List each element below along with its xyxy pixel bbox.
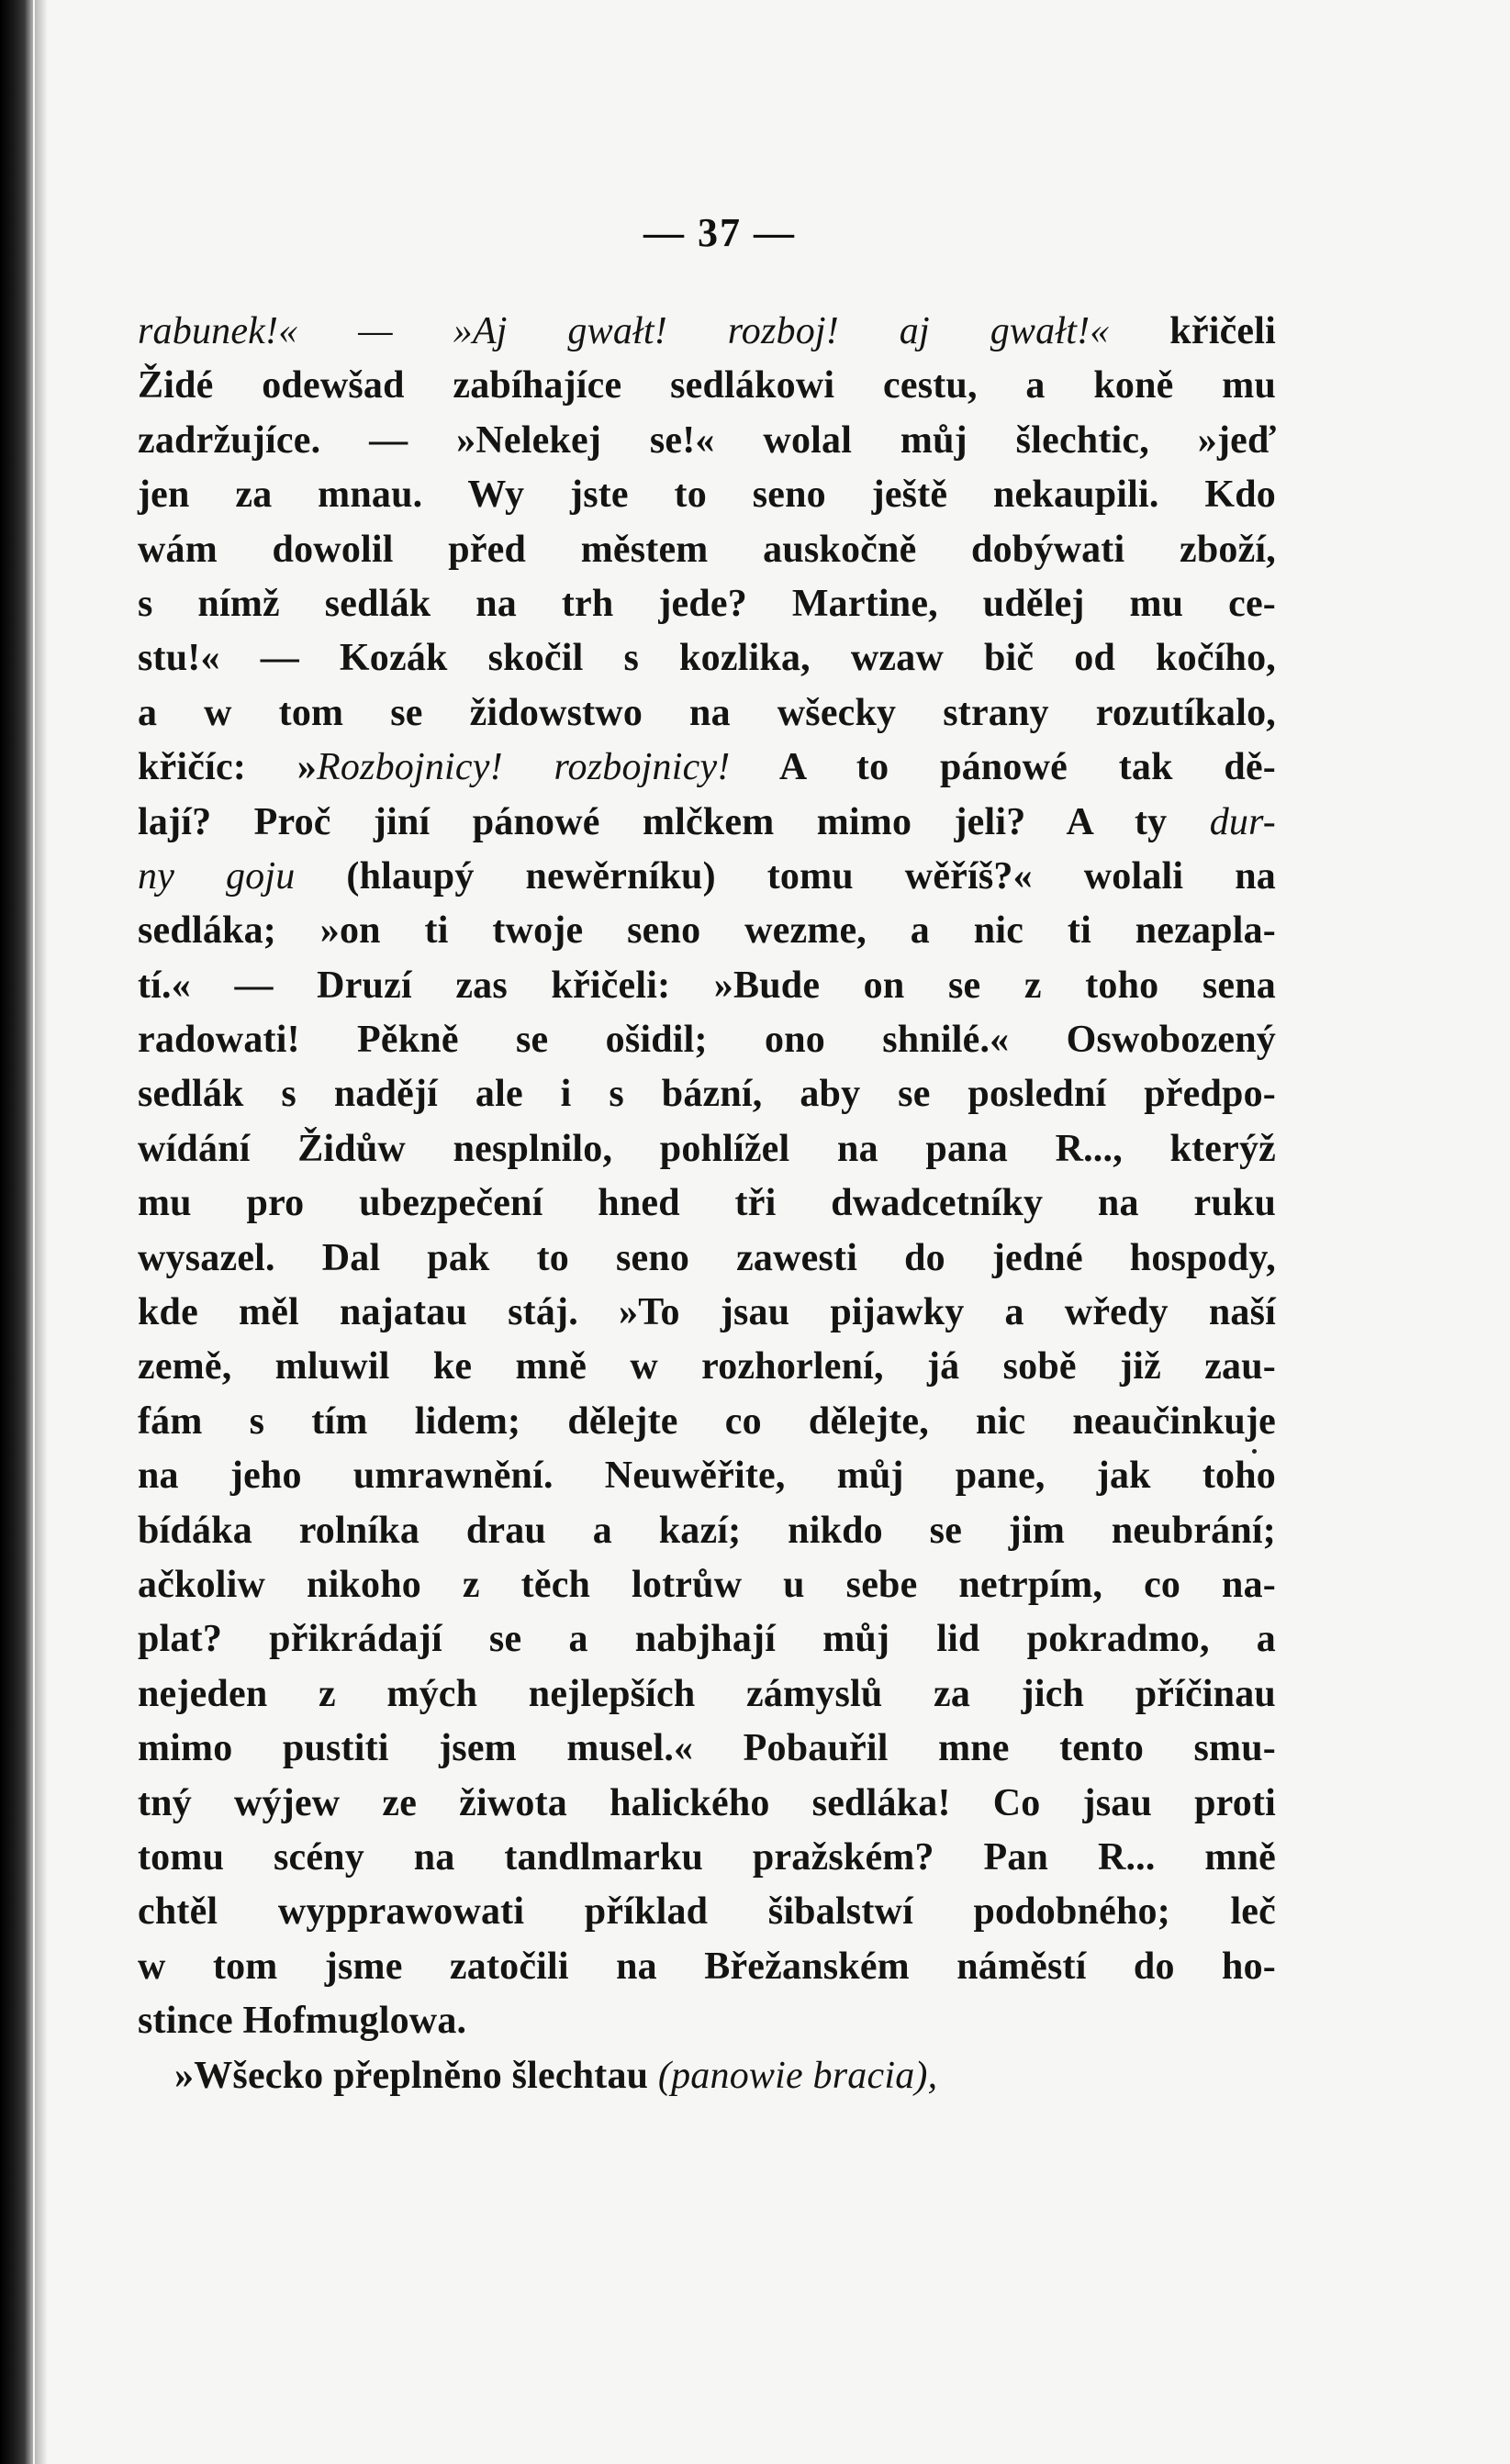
text-segment: tný wýjew ze žiwota halického sedláka! Co jsau proti xyxy=(138,1781,1276,1824)
text-line xyxy=(138,1395,1276,1449)
text-segment: bídáka rolníka drau a kazí; nikdo se jim neubrání; xyxy=(138,1509,1276,1552)
italic-text: (panowie bracia), xyxy=(657,2054,938,2097)
text-line xyxy=(138,904,1276,958)
text-segment: wídání Židůw nesplnilo, pohlížel na pana R..., kterýž xyxy=(138,1127,1276,1170)
text-segment: tomu scény na tandlmarku pražském? Pan R... mně xyxy=(138,1835,1276,1879)
text-segment: s nímž sedlák na trh jede? Martine, udělej mu ce- xyxy=(138,582,1276,625)
text-line xyxy=(138,1994,1276,2048)
text-segment: zadržujíce. — »Nelekej se!« wolal můj šlechtic, »jeď xyxy=(138,418,1276,462)
italic-text: Rozbojnicy! rozbojnicy! xyxy=(316,746,731,789)
body-text xyxy=(138,305,1276,2103)
text-segment: na jeho umrawnění. Neuwěřite, můj pane, jak toho xyxy=(138,1455,1276,1498)
text-line xyxy=(138,959,1276,1013)
scan-binding-edge xyxy=(0,0,35,2464)
page-number: — 37 — xyxy=(643,210,796,255)
text-segment: tí.« — Druzí zas křičeli: »Bude on se z toho sena xyxy=(138,964,1276,1007)
text-line xyxy=(138,2049,1276,2103)
text-line xyxy=(138,850,1276,904)
italic-text: dur- xyxy=(1209,800,1276,843)
text-line xyxy=(138,1504,1276,1558)
text-line xyxy=(138,1286,1276,1340)
text-line xyxy=(138,359,1276,413)
text-line xyxy=(138,1067,1276,1121)
text-line xyxy=(138,523,1276,577)
text-line xyxy=(138,1232,1276,1286)
text-line xyxy=(138,1777,1276,1831)
text-segment: křičíc: » xyxy=(138,746,317,789)
text-segment: fám s tím lidem; dělejte co dělejte, nic neaučinkuje xyxy=(138,1399,1276,1443)
text-line xyxy=(138,414,1276,468)
text-line xyxy=(138,1667,1276,1722)
text-line xyxy=(138,1013,1276,1067)
text-segment: w tom jsme zatočili na Břežanském náměstí do ho- xyxy=(138,1945,1276,1988)
text-line xyxy=(138,1722,1276,1776)
text-segment: nejeden z mých nejlepších zámyslů za jich příčinau xyxy=(138,1672,1276,1715)
text-line xyxy=(138,1176,1276,1231)
text-segment: wysazel. Dal pak to seno zawesti do jedné hospody, xyxy=(138,1236,1276,1279)
text-line xyxy=(138,1122,1276,1176)
italic-text: rabunek!« — »Aj gwałt! rozboj! aj gwałt!« xyxy=(138,310,1110,352)
text-segment: kde měl najatau stáj. »To jsau pijawky a wředy naší xyxy=(138,1291,1276,1334)
text-line xyxy=(138,796,1276,850)
text-line xyxy=(138,741,1276,795)
text-line xyxy=(138,686,1276,741)
gutter-shadow xyxy=(35,0,48,2464)
text-segment: mu pro ubezpečení hned tři dwadcetníky na ruku xyxy=(138,1182,1276,1225)
text-segment: sedláka; »on ti twoje seno wezme, a nic ti nezapla- xyxy=(138,909,1276,953)
text-segment: stince Hofmuglowa. xyxy=(138,2000,467,2043)
text-segment: stu!« — Kozák skočil s kozlika, wzaw bič od kočího, xyxy=(138,637,1276,680)
text-segment: wám dowolil před městem auskočně dobýwati zboží, xyxy=(138,528,1276,571)
text-segment: a w tom se židowstwo na wšecky strany rozutíkalo, xyxy=(138,691,1276,734)
text-line xyxy=(138,1449,1276,1503)
text-segment: (hlaupý newěrníku) tomu wěříš?« wolali na xyxy=(295,854,1276,898)
text-segment: jen za mnau. Wy jste to seno ještě nekaupili. Kdo xyxy=(138,474,1276,517)
text-segment: křičeli xyxy=(1109,310,1276,352)
text-segment: země, mluwil ke mně w rozhorlení, já sobě již zau- xyxy=(138,1345,1276,1388)
text-line xyxy=(138,1940,1276,1994)
text-segment: Židé odewšad zabíhajíce sedlákowi cestu, a koně mu xyxy=(138,364,1276,407)
text-segment: A to pánowé tak dě- xyxy=(730,746,1276,789)
book-page xyxy=(33,0,1510,2464)
text-segment: mimo pustiti jsem musel.« Pobauřil mne tento smu- xyxy=(138,1727,1276,1770)
text-line xyxy=(138,468,1276,522)
italic-text: ny goju xyxy=(138,854,296,898)
text-line xyxy=(138,577,1276,631)
text-line xyxy=(138,1831,1276,1885)
text-segment: chtěl wypprawowati příklad šibalstwí podobného; leč xyxy=(138,1890,1276,1934)
scan-speck xyxy=(1252,1449,1257,1454)
text-line xyxy=(138,1558,1276,1612)
text-segment: ačkoliw nikoho z těch lotrůw u sebe netrpím, co na- xyxy=(138,1563,1276,1606)
text-segment: lají? Proč jiní pánowé mlčkem mimo jeli? A ty xyxy=(138,800,1210,843)
text-line xyxy=(138,1340,1276,1394)
text-segment: plat? přikrádají se a nabjhají můj lid pokradmo, a xyxy=(138,1618,1276,1661)
text-line xyxy=(138,305,1276,359)
text-line xyxy=(138,1885,1276,1939)
text-line xyxy=(138,631,1276,686)
text-segment: »Wšecko přeplněno šlechtau xyxy=(174,2054,658,2097)
text-segment: radowati! Pěkně se ošidil; ono shnilé.« Oswobozený xyxy=(138,1019,1276,1062)
text-segment: sedlák s nadějí ale i s bázní, aby se poslední předpo- xyxy=(138,1073,1276,1116)
text-line xyxy=(138,1612,1276,1667)
